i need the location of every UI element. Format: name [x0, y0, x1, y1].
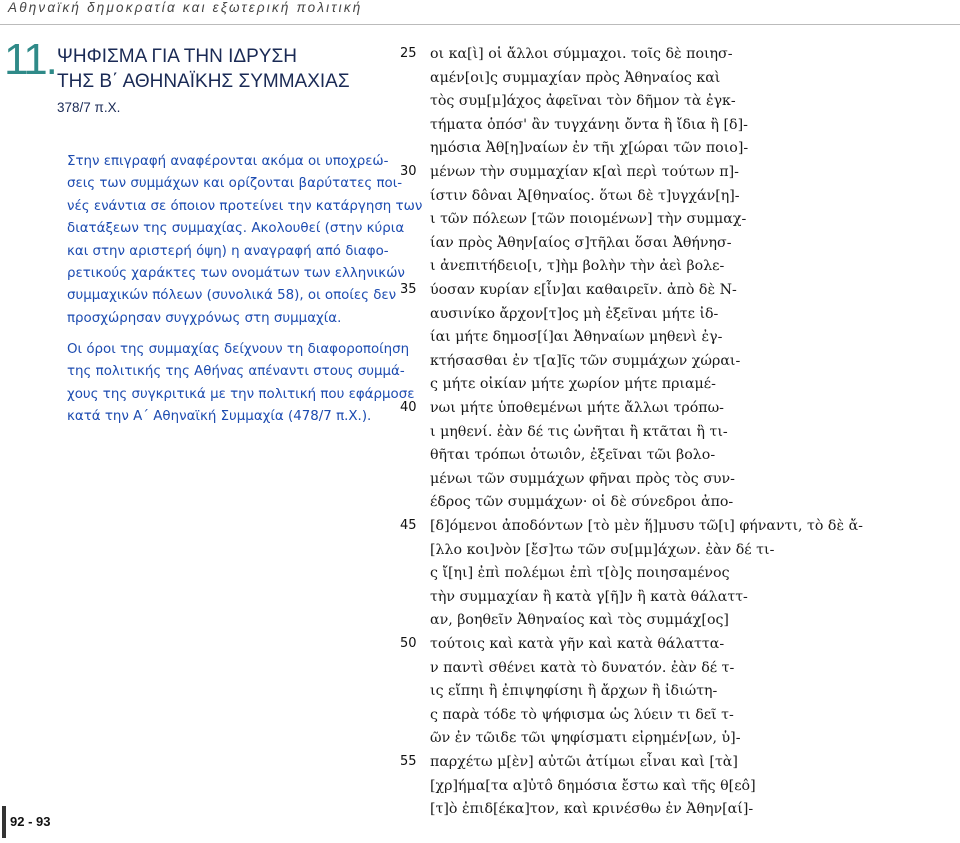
inscription-line-text: ι μηθενί. ἐὰν δέ τις ὠνῆται ἢ κτᾶται ἢ τι-: [430, 423, 728, 440]
inscription-line-text: ς παρὰ τόδε τὸ ψήφισμα ὡς λύειν τι δεῖ τ-: [430, 706, 734, 723]
commentary-line: ρετικούς χαράκτες των ονομάτων των ελληνικών: [67, 266, 405, 282]
running-header: Αθηναϊκή δημοκρατία και εξωτερική πολιτική: [8, 0, 363, 15]
inscription-line-text: νωι μήτε ὑποθεμένωι μήτε ἄλλωι τρόπω-: [430, 400, 724, 416]
commentary-line: της πολιτικής της Αθήνας απέναντι στους συμμά-: [67, 364, 405, 380]
inscription-line-text: ίστιν δôναι Ἀ[θηναίος. ὅτωι δὲ τ]υγχάν[η]-: [430, 187, 740, 204]
inscription-line-text: οι κα[ὶ] οἱ ἄλλοι σύμμαχοι. τοῖς δὲ ποιησ-: [430, 46, 733, 62]
commentary-line: συμμαχικών πόλεων (συνολικά 58), οι οποίες δεν: [67, 288, 397, 304]
inscription-line-text: θῆται τρόπωι ὁτωιôν, ἐξεῖναι τῶι βολο-: [430, 447, 716, 464]
inscription-line-text: τὴν συμμαχίαν ἢ κατὰ γ[ῆ]ν ἢ κατὰ θάλαττ-: [430, 588, 748, 605]
section-title-line: ΨΗΦΙΣΜΑ ΓΙΑ ΤΗΝ ΙΔΡΥΣΗ: [57, 46, 297, 67]
inscription-line-text: ύοσαν κυρίαν ε[ἶν]αι καθαιρεῖν. ἀπὸ δὲ Ν-: [430, 282, 737, 298]
line-number: 25: [400, 46, 417, 61]
inscription-line-text: μένωι τῶν συμμάχων φῆναι πρὸς τὸς συν-: [430, 470, 735, 487]
inscription-line-text: [δ]όμενοι ἀποδόντων [τὸ μὲν ἥ]μυσυ τῶ[ι] φήναντι, τὸ δὲ ἄ-: [430, 518, 863, 534]
inscription-line-text: ν παντὶ σθένει κατὰ τὸ δυνατόν. ἐὰν δέ τ-: [430, 659, 735, 676]
page-marker: [2, 806, 6, 838]
section-number: 11.: [4, 35, 56, 84]
section-title: [57, 44, 350, 94]
commentary-line: Οι όροι της συμμαχίας δείχνουν τη διαφοροποίηση: [67, 342, 410, 357]
inscription-line-text: ημόσια Ἀθ[η]ναίων ἐν τῆι χ[ώραι τῶν ποιο]-: [430, 140, 749, 157]
inscription-line-text: [λλο κοι]νὸν [ἔσ]τω τῶν συ[μμ]άχων. ἐὰν δέ τι-: [430, 541, 775, 558]
section-title-line: ΤΗΣ Β΄ ΑΘΗΝΑΪΚΗΣ ΣΥΜΜΑΧΙΑΣ: [57, 71, 350, 92]
inscription-line-text: ι ἀνεπιτήδειο[ι, τ]ὴμ βολὴν τὴν ἀεὶ βολε-: [430, 258, 725, 275]
inscription-line-text: αν, βοηθεῖν Ἀθηναίος καὶ τὸς συμμάχ[ος]: [430, 612, 729, 629]
line-number: 45: [400, 518, 417, 533]
section-date: 378/7 π.Χ.: [57, 100, 121, 115]
inscription-line-text: ι τῶν πόλεων [τῶν ποιομένων] τὴν συμμαχ-: [430, 211, 747, 228]
inscription-line-text: έδρος τῶν συμμάχων· οἱ δὲ σύνεδροι ἀπο-: [430, 494, 734, 511]
commentary-line: σεις των συμμάχων και ορίζονται βαρύτατες ποι-: [67, 176, 403, 192]
line-number: 35: [400, 282, 417, 297]
inscription-line-text: ς μήτε οἰκίαν μήτε χωρίον μήτε πριαμέ-: [430, 376, 716, 393]
inscription-line-text: ς ἴ[ηι] ἐπὶ πολέμωι ἐπὶ τ[ὸ]ς ποιησαμένος: [430, 565, 730, 582]
inscription-line-text: κτήσασθαι ἐν τ[α]ῖς τῶν συμμάχων χώραι-: [430, 352, 741, 369]
commentary-line: διατάξεων της συμμαχίας. Ακολουθεί (στην κύρια: [67, 221, 405, 237]
inscription-line-text: [χρ]ήμα[τα α]ὐτô δημόσια ἔστω καὶ τῆς θ[εô]: [430, 777, 756, 794]
inscription-line-text: ις εἴπηι ἢ ἐπιψηφίσηι ἢ ἄρχων ἢ ἰδιώτη-: [430, 683, 718, 700]
commentary-paragraph-1: [67, 151, 422, 330]
inscription-line-text: ίαν πρὸς Ἀθην[αίος σ]τῆλαι ὅσαι Ἀθήνησ-: [430, 234, 732, 251]
line-number: 40: [400, 400, 417, 415]
inscription-line-text: τὸς συμ[μ]άχος ἀφεῖναι τὸν δῆμον τὰ ἐγκ-: [430, 93, 736, 110]
commentary-line: προσχώρησαν συγχρόνως στη συμμαχία.: [67, 310, 342, 326]
inscription-line-text: αυσινίκο ἄρχον[τ]ος μὴ ἐξεῖναι μήτε ἰδ-: [430, 305, 719, 322]
inscription-line-text: ίαι μήτε δημοσ[ί]αι Ἀθηναίων μηθενὶ ἐγ-: [430, 329, 723, 346]
inscription-line-text: παρχέτω μ[ὲν] αὐτῶι ἀτίμωι εἶναι καὶ [τὰ]: [430, 754, 738, 770]
commentary-line: νές ενάντια σε όποιον προτείνει την κατάργηση των: [67, 198, 423, 214]
inscription-line-text: ῶν ἐν τῶιδε τῶι ψηφίσματι εἰρημέν[ων, ὑ]-: [430, 730, 741, 747]
inscription-line-text: μένων τὴν συμμαχίαν κ[αὶ περὶ τούτων π]-: [430, 164, 739, 180]
inscription-line-text: τούτοις καὶ κατὰ γῆν καὶ κατὰ θάλαττα-: [430, 636, 725, 652]
commentary-line: και στην αριστερή όψη) η αναγραφή από διαφο-: [67, 243, 389, 259]
inscription-line-text: αμέν[οι]ς συμμαχίαν πρὸς Ἀθηναίος καὶ: [430, 69, 721, 86]
inscription-line-text: τήματα ὁπόσ' ἂν τυγχάνηι ὄντα ἢ ἴδια ἢ [δ]-: [430, 116, 748, 133]
page-number: 92 - 93: [10, 814, 51, 829]
commentary-line: κατά την Α΄ Αθηναϊκή Συμμαχία (478/7 π.Χ.).: [67, 409, 372, 425]
header-rule: [0, 24, 960, 25]
line-number: 30: [400, 164, 417, 179]
commentary-line: χους της συγκριτικά με την πολιτική που εφάρμοσε: [67, 386, 415, 402]
commentary-paragraph-2: [67, 339, 414, 429]
inscription-line-text: [τ]ὸ ἐπιδ[έκα]τον, καὶ κρινέσθω ἐν Ἀθην[αί]-: [430, 801, 754, 818]
line-number: 55: [400, 754, 417, 769]
line-number: 50: [400, 636, 417, 651]
commentary-line: Στην επιγραφή αναφέρονται ακόμα οι υποχρεώ-: [67, 154, 389, 169]
